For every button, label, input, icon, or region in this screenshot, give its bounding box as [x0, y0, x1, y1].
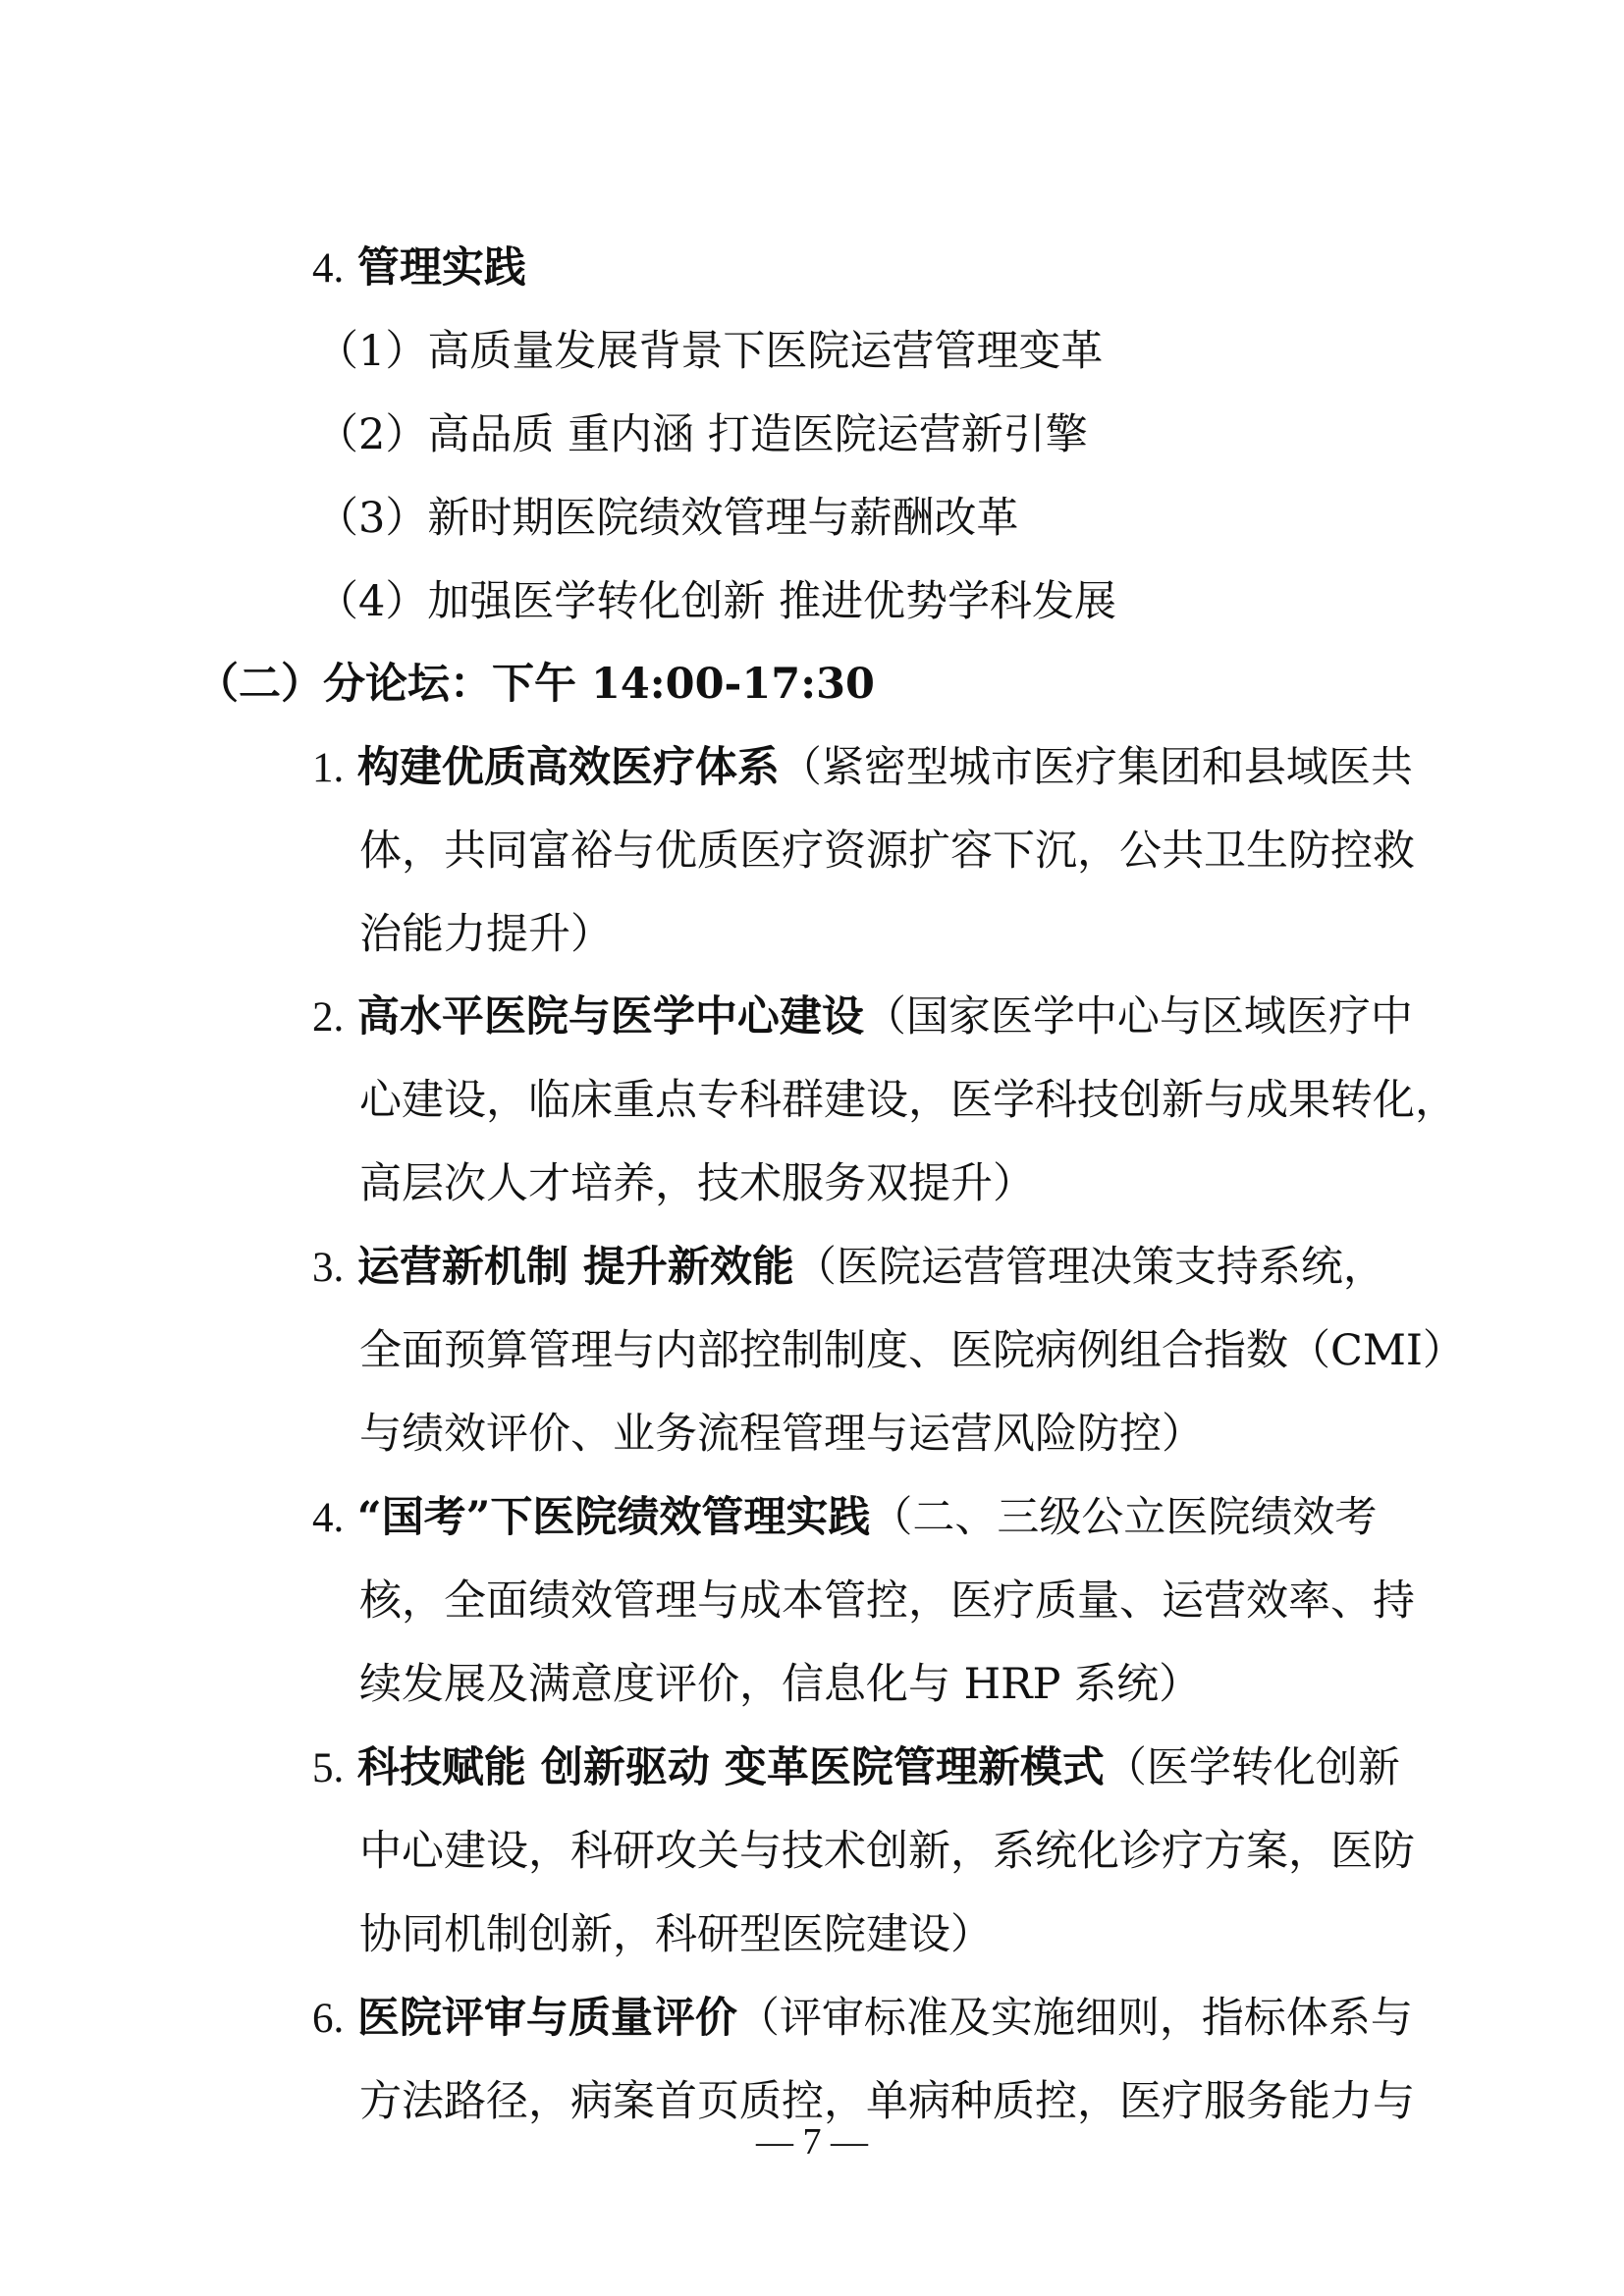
item-number: 1. [312, 745, 345, 791]
item-text: （国家医学中心与区域医疗中 [863, 992, 1413, 1041]
item-title: 科技赋能 创新驱动 变革医院管理新模式 [356, 1743, 1105, 1792]
item-text-line: 治能力提升） [359, 910, 613, 959]
item-text: （医院运营管理决策支持系统， [793, 1243, 1385, 1292]
section4-item: （1）高质量发展背景下医院运营管理变革 [316, 327, 1104, 376]
item-text-line: 协同机制创新，科研型医院建设） [359, 1910, 993, 1959]
item-title: 医院评审与质量评价 [356, 1994, 737, 2043]
forum-item-3 [312, 1238, 1385, 1298]
forum-item-1 [312, 738, 1413, 798]
page-number: — 7 — [756, 2121, 868, 2163]
item-text-line: 方法路径，病案首页质控，单病种质控，医疗服务能力与 [359, 2077, 1415, 2126]
forum-item-4 [312, 1488, 1377, 1548]
item-number: 3. [312, 1245, 345, 1291]
section4-item: （4）加强医学转化创新 推进优势学科发展 [316, 577, 1117, 626]
section4-heading-number: 4. [312, 245, 345, 292]
item-number: 6. [312, 1996, 345, 2042]
item-text-line: 核，全面绩效管理与成本管控，医疗质量、运营效率、持 [359, 1576, 1415, 1626]
item-text-line: 体，共同富裕与优质医疗资源扩容下沉，公共卫生防控救 [359, 827, 1415, 876]
item-title: “国考”下医院绩效管理实践 [356, 1493, 871, 1542]
item-text: （医学转化创新 [1104, 1743, 1400, 1792]
forum-item-5 [312, 1738, 1400, 1798]
forum-item-2 [312, 988, 1413, 1047]
item-text-line: 心建设，临床重点专科群建设，医学科技创新与成果转化， [359, 1076, 1457, 1125]
section4-heading-text: 管理实践 [356, 243, 526, 293]
item-text: （评审标准及实施细则，指标体系与 [736, 1994, 1413, 2043]
item-title: 运营新机制 提升新效能 [356, 1243, 794, 1292]
item-title: 高水平医院与医学中心建设 [356, 992, 864, 1041]
item-text-line: 与绩效评价、业务流程管理与运营风险防控） [359, 1410, 1204, 1459]
item-text-line: 全面预算管理与内部控制制度、医院病例组合指数（CMI） [359, 1326, 1465, 1375]
item-number: 4. [312, 1495, 345, 1541]
section4-item: （2）高品质 重内涵 打造医院运营新引擎 [316, 410, 1088, 459]
item-title: 构建优质高效医疗体系 [356, 743, 780, 792]
item-text-line: 中心建设，科研攻关与技术创新，系统化诊疗方案，医防 [359, 1827, 1415, 1876]
item-number: 2. [312, 994, 345, 1041]
forum-item-6 [312, 1989, 1413, 2049]
item-text: （紧密型城市医疗集团和县域医共 [779, 743, 1413, 792]
item-number: 5. [312, 1745, 345, 1791]
item-text-line: 高层次人才培养，技术服务双提升） [359, 1159, 1035, 1208]
section4-heading [312, 239, 526, 298]
section4-item: （3）新时期医院绩效管理与薪酬改革 [316, 494, 1019, 543]
item-text: （二、三级公立医院绩效考 [870, 1493, 1378, 1542]
item-text-line: 续发展及满意度评价，信息化与 HRP 系统） [359, 1660, 1202, 1709]
forum-heading: （二）分论坛：下午 14:00-17:30 [196, 660, 875, 709]
